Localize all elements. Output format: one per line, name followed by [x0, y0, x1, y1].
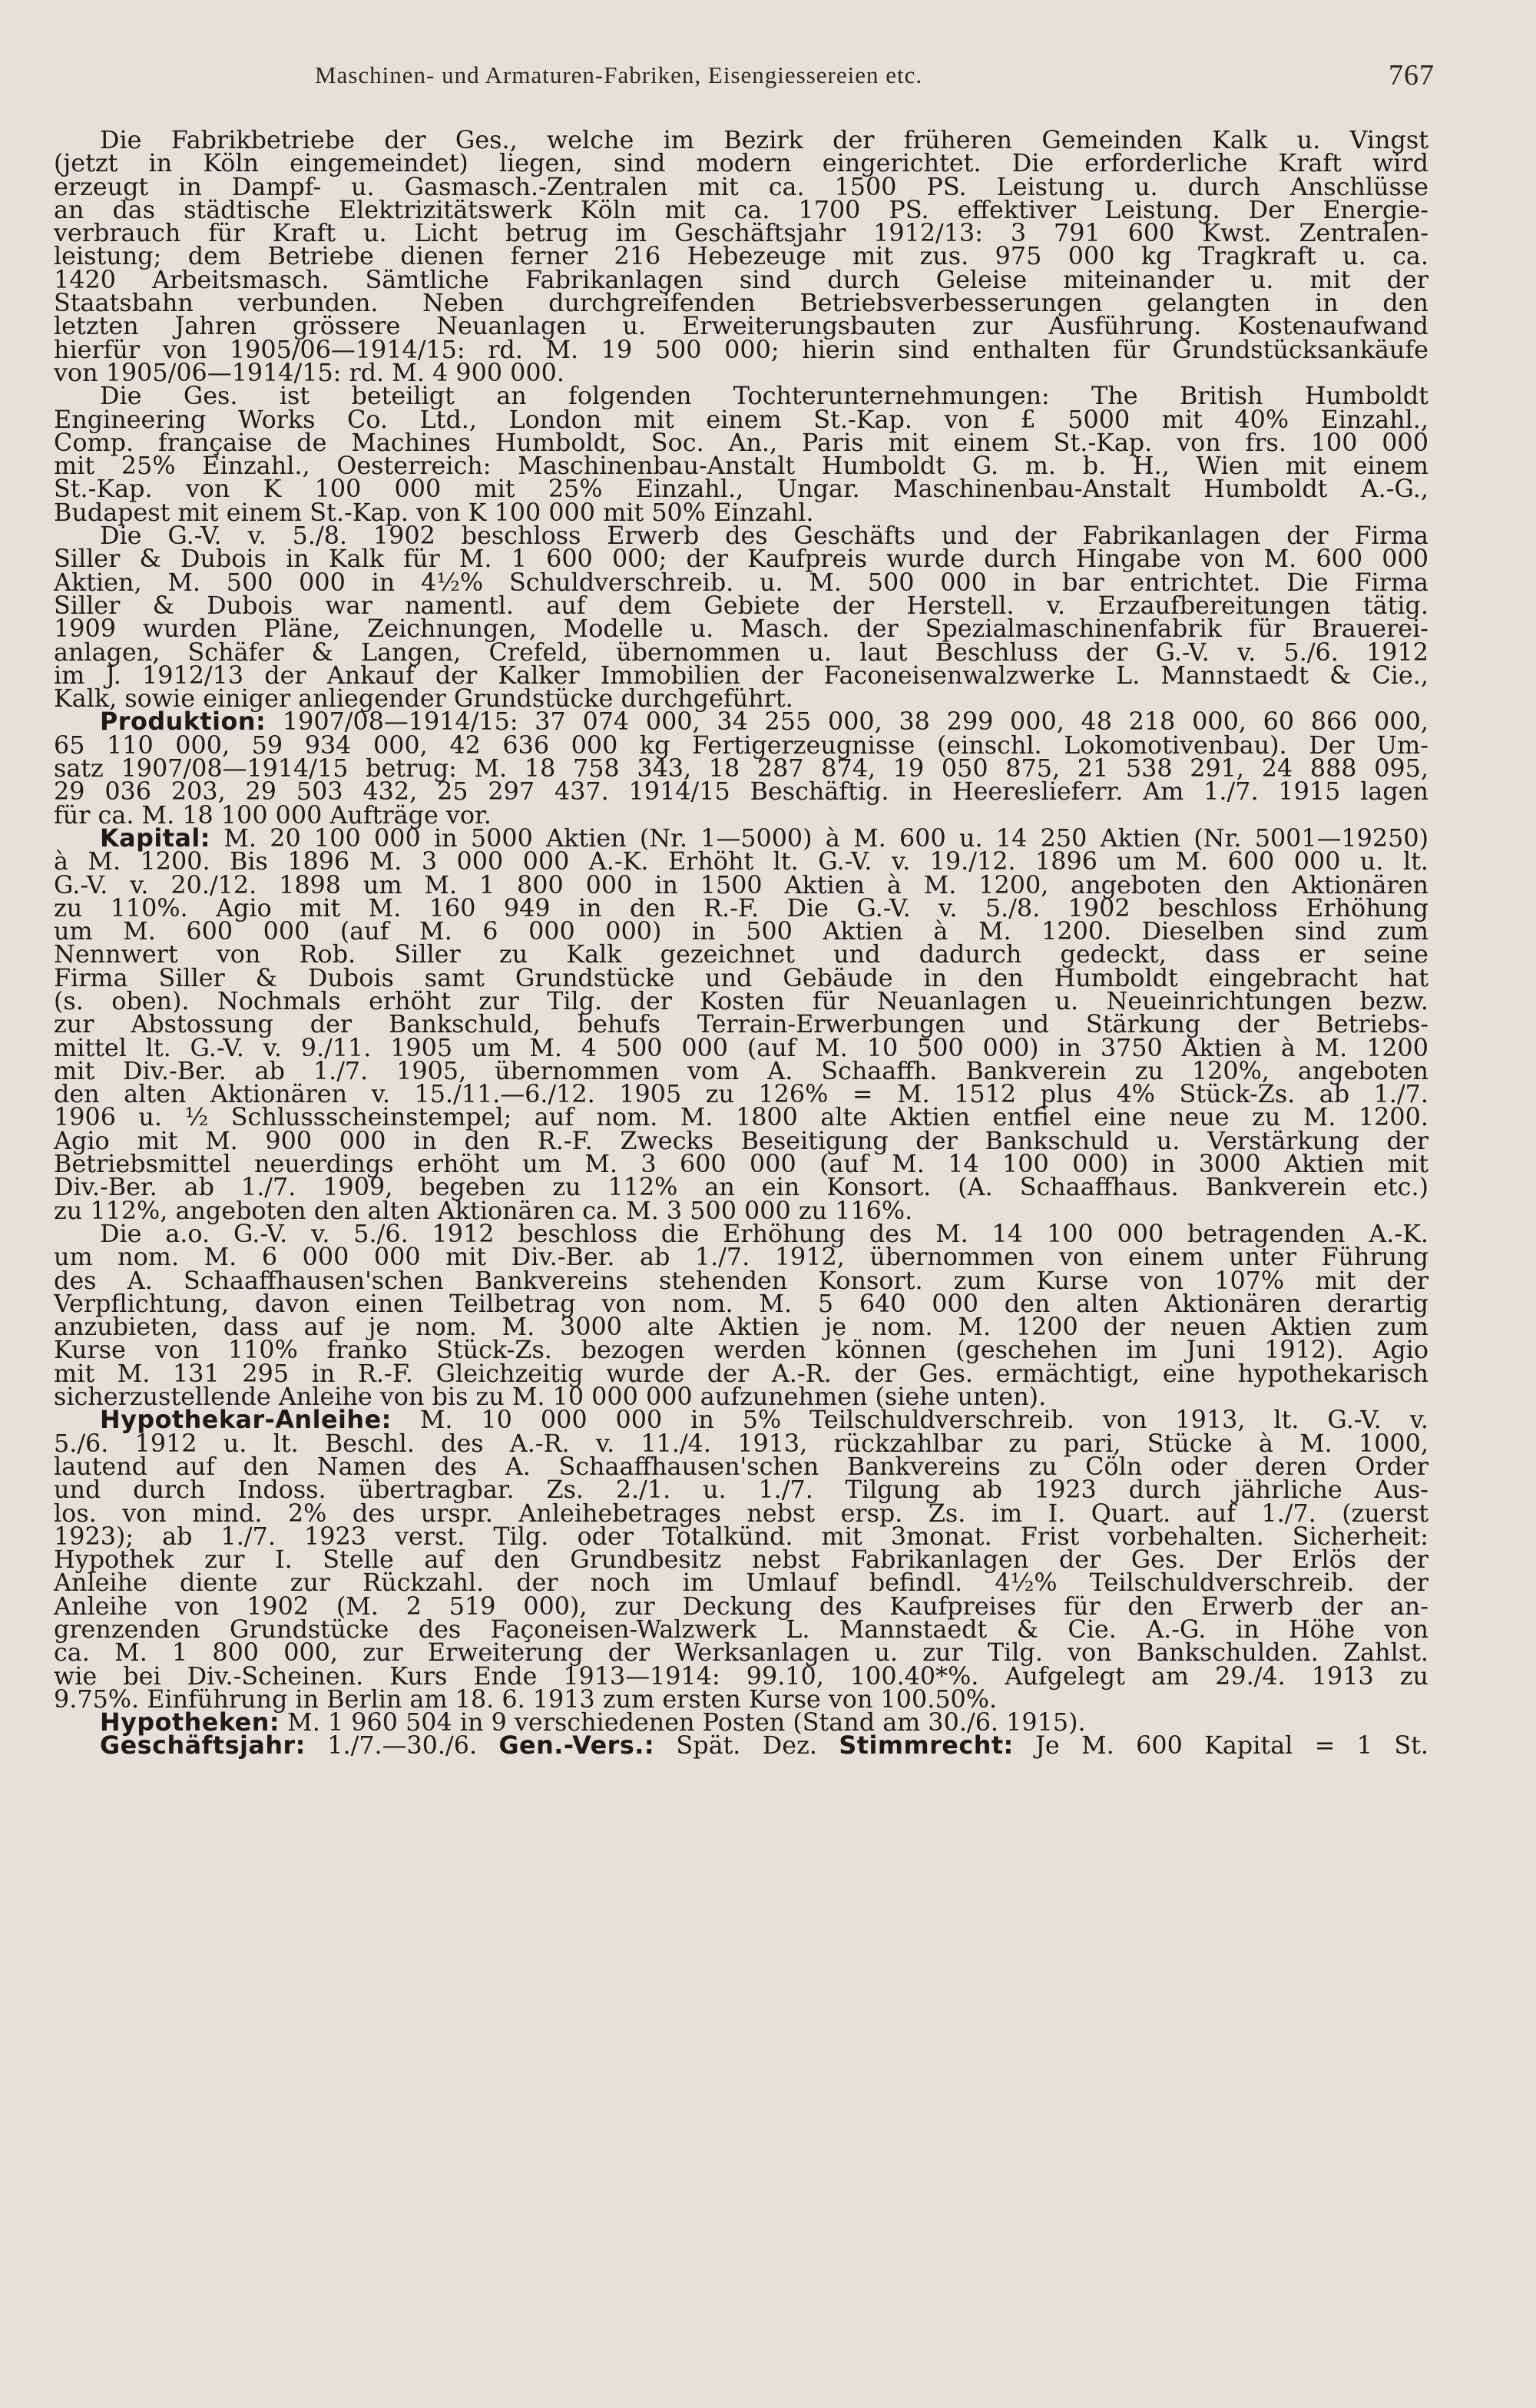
running-title: Maschinen- und Armaturen-Fabriken, Eisengiessereien etc.	[315, 61, 923, 88]
text-segment: M. 10 000 000 in 5% Teilschuldverschreib. von 1913, lt. G.-V. v.	[391, 1406, 1428, 1435]
text-line	[54, 1731, 1428, 1760]
text-line: lautend auf den Namen des A. Schaaffhausen'schen Bankvereins zu Cöln oder deren Order	[54, 1452, 1428, 1481]
paragraph-erwerb-siller-dubois	[54, 522, 1428, 714]
paragraph-beteiligungen	[54, 382, 1428, 527]
text-line: Comp. française de Machines Humboldt, Soc. An., Paris mit einem St.-Kap. von frs. 100 000	[54, 428, 1428, 457]
text-line: zur Abstossung der Bankschuld, behufs Terrain-Erwerbungen und Stärkung der Betriebs-	[54, 1010, 1428, 1039]
text-line: Anleihe von 1902 (M. 2 519 000), zur Deckung des Kaufpreises für den Erwerb der an-	[54, 1592, 1428, 1621]
text-line: Siller & Dubois war namentl. auf dem Gebiete der Herstell. v. Erzaufbereitungen tätig.	[54, 591, 1428, 620]
text-line: mit Div.-Ber. ab 1./7. 1905, übernommen vom A. Schaaffh. Bankverein zu 120%, angeboten	[54, 1056, 1428, 1085]
text-line: des A. Schaaffhausen'schen Bankvereins stehenden Konsort. zum Kurse von 107% mit der	[54, 1266, 1428, 1295]
paragraph-fabrikbetriebe	[54, 126, 1428, 387]
text-line: (s. oben). Nochmals erhöht zur Tilg. der Kosten für Neuanlagen u. Neueinrichtungen bezw.	[54, 986, 1428, 1015]
text-line: Budapest mit einem St.-Kap. von K 100 000 mit 50% Einzahl.	[54, 498, 814, 527]
text-line: Verpflichtung, davon einen Teilbetrag von nom. M. 5 640 000 den alten Aktionären derartig	[54, 1289, 1428, 1318]
section-label-gen-vers: Gen.-Vers.:	[498, 1731, 655, 1760]
text-line: sicherzustellende Anleihe von bis zu M. 10 000 000 aufzunehmen (siehe unten).	[54, 1383, 1047, 1412]
text-line: à M. 1200. Bis 1896 M. 3 000 000 A.-K. Erhöht lt. G.-V. v. 19./12. 1896 um M. 600 000 u. lt.	[54, 847, 1428, 876]
text-line: zu 110%. Agio mit M. 160 949 in den R.-F. Die G.-V. v. 5./8. 1902 beschloss Erhöhung	[54, 893, 1428, 922]
text-line: Engineering Works Co. Ltd., London mit einem St.-Kap. von £ 5000 mit 40% Einzahl.,	[54, 405, 1428, 434]
text-segment: M. 20 100 000 in 5000 Aktien (Nr. 1—5000) à M. 600 u. 14 250 Aktien (Nr. 5001—19250)	[210, 823, 1428, 853]
text-line: Siller & Dubois in Kalk für M. 1 600 000; der Kaufpreis wurde durch Hingabe von M. 600 000	[54, 545, 1428, 574]
text-line: Die Ges. ist beteiligt an folgenden Tochterunternehmungen: The British Humboldt	[100, 382, 1428, 411]
section-label-geschaeftsjahr: Geschäftsjahr:	[100, 1731, 306, 1760]
text-line: 1923); ab 1./7. 1923 verst. Tilg. oder Totalkünd. mit 3monat. Frist vorbehalten. Sicherheit:	[54, 1522, 1428, 1551]
text-line: (jetzt in Köln eingemeindet) liegen, sind modern eingerichtet. Die erforderliche Kraft wird	[54, 149, 1428, 178]
text-segment: 1907/08—1914/15: 37 074 000, 34 255 000, 38 299 000, 48 218 000, 60 866 000,	[266, 707, 1428, 737]
text-line: 29 036 203, 29 503 432, 25 297 437. 1914/15 Beschäftig. in Heereslieferr. Am 1./7. 1915 lagen	[54, 777, 1428, 807]
page-number: 767	[1389, 59, 1435, 91]
text-line: von 1905/06—1914/15: rd. M. 4 900 000.	[54, 358, 564, 387]
text-line: im J. 1912/13 der Ankauf der Kalker Immobilien der Faconeisenwalzwerke L. Mannstaedt & Cie.,	[54, 661, 1428, 690]
section-label-kapital: Kapital:	[100, 823, 211, 853]
text-line: satz 1907/08—1914/15 betrug: M. 18 758 343, 18 287 874, 19 050 875, 21 538 291, 24 888 095,	[54, 754, 1428, 783]
text-segment: M. 1 960 504 in 9 verschiedenen Posten (Stand am 30./6. 1915).	[280, 1708, 1086, 1737]
text-line: erzeugt in Dampf- u. Gasmasch.-Zentralen mit ca. 1500 PS. Leistung u. durch Anschlüsse	[54, 172, 1428, 201]
text-line: St.-Kap. von K 100 000 mit 25% Einzahl., Ungar. Maschinenbau-Anstalt Humboldt A.-G.,	[54, 475, 1428, 504]
text-line: wie bei Div.-Scheinen. Kurs Ende 1913—1914: 99.10, 100.40*%. Aufgelegt am 29./4. 1913 zu	[54, 1661, 1428, 1691]
text-line: um nom. M. 6 000 000 mit Div.-Ber. ab 1./7. 1912, übernommen von einem unter Führung	[54, 1243, 1428, 1272]
text-line: Betriebsmittel neuerdings erhöht um M. 3 600 000 (auf M. 14 100 000) in 3000 Aktien mit	[54, 1150, 1428, 1179]
text-line: Hypothek zur I. Stelle auf den Grundbesitz nebst Fabrikanlagen der Ges. Der Erlös der	[54, 1545, 1428, 1575]
text-line: an das städtische Elektrizitätswerk Köln mit ca. 1700 PS. effektiver Leistung. Der Energie-	[54, 195, 1428, 224]
text-line: hierfür von 1905/06—1914/15: rd. M. 19 500 000; hierin sind enthalten für Grundstücksankäufe	[54, 335, 1428, 364]
text-line: 65 110 000, 59 934 000, 42 636 000 kg Fertigerzeugnisse (einschl. Lokomotivenbau). Der Um-	[54, 730, 1428, 760]
text-line: 1420 Arbeitsmasch. Sämtliche Fabrikanlagen sind durch Geleise miteinander u. mit der	[54, 265, 1428, 294]
text-line: 5./6. 1912 u. lt. Beschl. des A.-R. v. 11./4. 1913, rückzahlbar zu pari, Stücke à M. 1000,	[54, 1429, 1428, 1458]
text-line: Firma Siller & Dubois samt Grundstücke und Gebäude in den Humboldt eingebracht hat	[54, 963, 1428, 992]
text-line: für ca. M. 18 100 000 Aufträge vor.	[54, 800, 492, 830]
text-line: Die G.-V. v. 5./8. 1902 beschloss Erwerb des Geschäfts und der Fabrikanlagen der Firma	[100, 522, 1428, 551]
text-line: G.-V. v. 20./12. 1898 um M. 1 800 000 in 1500 Aktien à M. 1200, angeboten den Aktionären	[54, 870, 1428, 899]
text-line: Div.-Ber. ab 1./7. 1909, begeben zu 112% an ein Konsort. (A. Schaaffhaus. Bankverein etc.)	[54, 1173, 1428, 1202]
text-line: Aktien, M. 500 000 in 4½% Schuldverschreib. u. M. 500 000 in bar entrichtet. Die Firma	[54, 568, 1428, 597]
text-line: 1909 wurden Pläne, Zeichnungen, Modelle u. Masch. der Spezialmaschinenfabrik für Brauerei-	[54, 614, 1428, 644]
page-body	[54, 126, 1428, 1760]
text-segment: Spät. Dez.	[654, 1731, 839, 1760]
paragraph-geschaeftsjahr	[54, 1731, 1428, 1760]
text-line: und durch Indoss. übertragbar. Zs. 2./1. u. 1./7. Tilgung ab 1923 durch jährliche Aus-	[54, 1476, 1428, 1505]
text-line: um M. 600 000 (auf M. 6 000 000) in 500 Aktien à M. 1200. Dieselben sind zum	[54, 917, 1428, 946]
text-line: Kurse von 110% franko Stück-Zs. bezogen werden können (geschehen im Juni 1912). Agio	[54, 1336, 1428, 1365]
text-segment: Je M. 600 Kapital = 1 St.	[1013, 1731, 1428, 1760]
text-line: grenzenden Grundstücke des Façoneisen-Walzwerk L. Mannstaedt & Cie. A.-G. in Höhe von	[54, 1615, 1428, 1644]
text-line: Kalk, sowie einiger anliegender Grundstücke durchgeführt.	[54, 684, 793, 714]
text-line: Die Fabrikbetriebe der Ges., welche im Bezirk der früheren Gemeinden Kalk u. Vingst	[100, 126, 1428, 154]
paragraph-kapital	[54, 823, 1428, 1225]
text-line: 1906 u. ½ Schlussscheinstempel; auf nom. M. 1800 alte Aktien entfiel eine neue zu M. 1200.	[54, 1103, 1428, 1132]
paragraph-erhoehung-1912	[54, 1219, 1428, 1412]
text-line: mittel lt. G.-V. v. 9./11. 1905 um M. 4 500 000 (auf M. 10 500 000) in 3750 Aktien à M. 1200	[54, 1033, 1428, 1062]
text-line: den alten Aktionären v. 15./11.—6./12. 1905 zu 126% = M. 1512 plus 4% Stück-Zs. ab 1./7.	[54, 1080, 1428, 1109]
text-line: mit M. 131 295 in R.-F. Gleichzeitig wurde der A.-R. der Ges. ermächtigt, eine hypothekarisch	[54, 1359, 1428, 1388]
text-line: anzubieten, dass auf je nom. M. 3000 alte Aktien je nom. M. 1200 der neuen Aktien zum	[54, 1313, 1428, 1342]
page-header	[54, 59, 1435, 108]
text-line: mit 25% Einzahl., Oesterreich: Maschinenbau-Anstalt Humboldt G. m. b. H., Wien mit einem	[54, 452, 1428, 481]
text-line: leistung; dem Betriebe dienen ferner 216 Hebezeuge mit zus. 975 000 kg Tragkraft u. ca.	[54, 242, 1428, 271]
text-line: Die a.o. G.-V. v. 5./6. 1912 beschloss die Erhöhung des M. 14 100 000 betragenden A.-K.	[100, 1219, 1428, 1248]
text-line: 9.75%. Einführung in Berlin am 18. 6. 1913 zum ersten Kurse von 100.50%.	[54, 1684, 998, 1714]
text-line: Anleihe diente zur Rückzahl. der noch im Umlauf befindl. 4½% Teilschuldverschreib. der	[54, 1568, 1428, 1598]
text-line: Nennwert von Rob. Siller zu Kalk gezeichnet und dadurch gedeckt, dass er seine	[54, 940, 1428, 969]
paragraph-produktion	[54, 707, 1428, 830]
text-line: zu 112%, angeboten den alten Aktionären ca. M. 3 500 000 zu 116%.	[54, 1196, 913, 1225]
text-line: los. von mind. 2% des urspr. Anleihebetrages nebst ersp. Zs. im I. Quart. auf 1./7. (zuerst	[54, 1499, 1428, 1528]
section-label-stimmrecht: Stimmrecht:	[839, 1731, 1014, 1760]
text-line: Agio mit M. 900 000 in den R.-F. Zwecks Beseitigung der Bankschuld u. Verstärkung der	[54, 1126, 1428, 1155]
paragraph-hypothekar-anleihe	[54, 1406, 1428, 1714]
text-line: Staatsbahn verbunden. Neben durchgreifenden Betriebsverbesserungen gelangten in den	[54, 289, 1428, 318]
text-line: anlagen, Schäfer & Langen, Crefeld, übernommen u. laut Beschluss der G.-V. v. 5./6. 1912	[54, 638, 1428, 667]
section-label-hypothekar-anleihe: Hypothekar-Anleihe:	[100, 1406, 392, 1435]
text-line: letzten Jahren grössere Neuanlagen u. Erweiterungsbauten zur Ausführung. Kostenaufwand	[54, 312, 1428, 341]
book-page	[54, 59, 1435, 1760]
text-line: verbrauch für Kraft u. Licht betrug im Geschäftsjahr 1912/13: 3 791 600 Kwst. Zentralen-	[54, 219, 1428, 248]
text-segment: 1./7.—30./6.	[305, 1731, 499, 1760]
section-label-produktion: Produktion:	[100, 707, 266, 737]
text-line: ca. M. 1 800 000, zur Erweiterung der Werksanlagen u. zur Tilg. von Bankschulden. Zahlst.	[54, 1638, 1428, 1668]
section-label-hypotheken: Hypotheken:	[100, 1708, 280, 1737]
